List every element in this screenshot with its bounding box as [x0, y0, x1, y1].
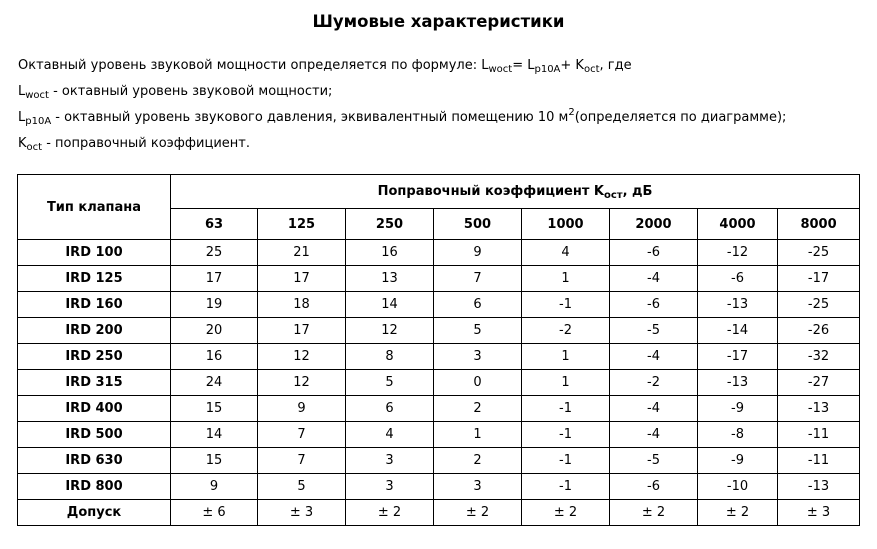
definition-text: - поправочный коэффициент. [42, 136, 250, 151]
value-cell: 6 [346, 396, 434, 422]
value-cell: -4 [610, 266, 698, 292]
symbol-subscript: p10A [25, 116, 52, 127]
value-cell: 6 [434, 292, 522, 318]
formula-subscript: oct [583, 64, 600, 75]
correction-table [17, 174, 860, 526]
value-cell: -5 [610, 318, 698, 344]
frequency-header: 8000 [778, 209, 860, 240]
valve-type-cell: IRD 800 [18, 474, 171, 500]
value-cell: 12 [258, 370, 346, 396]
frequency-header: 250 [346, 209, 434, 240]
value-cell: -13 [778, 474, 860, 500]
value-cell: -6 [698, 266, 778, 292]
value-cell: -13 [778, 396, 860, 422]
value-cell: -1 [522, 292, 610, 318]
page-title: Шумовые характеристики [312, 12, 565, 31]
valve-type-cell: IRD 250 [18, 344, 171, 370]
value-cell: -17 [698, 344, 778, 370]
valve-type-cell: IRD 100 [18, 240, 171, 266]
tolerance-cell: ± 2 [610, 500, 698, 526]
formula-subscript: p10A [534, 64, 561, 75]
valve-type-cell: IRD 500 [18, 422, 171, 448]
table-row [18, 318, 860, 344]
table-row [18, 292, 860, 318]
value-cell: -12 [698, 240, 778, 266]
value-cell: 9 [434, 240, 522, 266]
symbol: K [18, 136, 27, 151]
value-cell: 2 [434, 396, 522, 422]
col-header-correction [171, 175, 860, 209]
value-cell: -26 [778, 318, 860, 344]
value-cell: -4 [610, 344, 698, 370]
value-cell: 18 [258, 292, 346, 318]
table-row [18, 266, 860, 292]
valve-type-cell: IRD 200 [18, 318, 171, 344]
value-cell: -4 [610, 422, 698, 448]
valve-type-cell: IRD 315 [18, 370, 171, 396]
value-cell: 16 [171, 344, 258, 370]
formula-text: Октавный уровень звуковой мощности определяется по формуле: L [18, 58, 489, 73]
table-row [18, 422, 860, 448]
value-cell: 20 [171, 318, 258, 344]
value-cell: 2 [434, 448, 522, 474]
value-cell: -25 [778, 240, 860, 266]
formula-line [18, 56, 786, 82]
value-cell: -27 [778, 370, 860, 396]
value-cell: -8 [698, 422, 778, 448]
tolerance-cell: ± 3 [778, 500, 860, 526]
value-cell: -14 [698, 318, 778, 344]
value-cell: 1 [522, 344, 610, 370]
value-cell: 1 [522, 370, 610, 396]
symbol: L [18, 84, 26, 99]
value-cell: 9 [258, 396, 346, 422]
value-cell: 5 [434, 318, 522, 344]
value-cell: 5 [258, 474, 346, 500]
value-cell: 24 [171, 370, 258, 396]
value-cell: 17 [258, 266, 346, 292]
tolerance-label: Допуск [18, 500, 171, 526]
frequency-header: 2000 [610, 209, 698, 240]
value-cell: -1 [522, 474, 610, 500]
value-cell: -9 [698, 396, 778, 422]
value-cell: 12 [258, 344, 346, 370]
valve-type-cell: IRD 125 [18, 266, 171, 292]
value-cell: 4 [522, 240, 610, 266]
table-row [18, 474, 860, 500]
value-cell: -13 [698, 292, 778, 318]
value-cell: -6 [610, 240, 698, 266]
value-cell: -1 [522, 422, 610, 448]
value-cell: 14 [346, 292, 434, 318]
value-cell: 3 [346, 448, 434, 474]
value-cell: 14 [171, 422, 258, 448]
value-cell: 1 [522, 266, 610, 292]
table-row [18, 240, 860, 266]
symbol-subscript: oct [26, 142, 43, 153]
frequency-header: 63 [171, 209, 258, 240]
value-cell: 15 [171, 448, 258, 474]
tolerance-row [18, 500, 860, 526]
value-cell: 1 [434, 422, 522, 448]
valve-type-cell: IRD 630 [18, 448, 171, 474]
definition-lwoct [18, 82, 786, 108]
frequency-header: 125 [258, 209, 346, 240]
value-cell: -4 [610, 396, 698, 422]
tolerance-cell: ± 2 [346, 500, 434, 526]
frequency-header: 4000 [698, 209, 778, 240]
value-cell: 17 [171, 266, 258, 292]
value-cell: -32 [778, 344, 860, 370]
value-cell: 13 [346, 266, 434, 292]
definition-text: - октавный уровень звукового давления, эквивалентный помещению 10 м [51, 110, 569, 125]
table-body [18, 240, 860, 526]
value-cell: -11 [778, 422, 860, 448]
value-cell: 17 [258, 318, 346, 344]
value-cell: -10 [698, 474, 778, 500]
formula-text: = L [512, 58, 535, 73]
formula-subscript: woct [488, 64, 513, 75]
value-cell: 21 [258, 240, 346, 266]
frequency-header: 500 [434, 209, 522, 240]
superscript: 2 [568, 107, 575, 118]
value-cell: 3 [346, 474, 434, 500]
definition-text: (определяется по диаграмме); [574, 110, 787, 125]
formula-text: + K [560, 58, 584, 73]
header-text: , дБ [622, 184, 653, 199]
table-row [18, 448, 860, 474]
value-cell: 8 [346, 344, 434, 370]
definition-lp10a [18, 108, 786, 134]
header-text: Поправочный коэффициент K [377, 184, 604, 199]
tolerance-cell: ± 6 [171, 500, 258, 526]
value-cell: -2 [522, 318, 610, 344]
value-cell: 3 [434, 344, 522, 370]
frequency-header: 1000 [522, 209, 610, 240]
value-cell: 5 [346, 370, 434, 396]
valve-type-cell: IRD 400 [18, 396, 171, 422]
value-cell: 16 [346, 240, 434, 266]
definition-koct [18, 134, 786, 160]
value-cell: 19 [171, 292, 258, 318]
table-row [18, 370, 860, 396]
value-cell: 25 [171, 240, 258, 266]
symbol: L [18, 110, 26, 125]
definition-text: - октавный уровень звуковой мощности; [48, 84, 333, 99]
formula-text: , где [599, 58, 632, 73]
table-row [18, 344, 860, 370]
value-cell: -9 [698, 448, 778, 474]
value-cell: 0 [434, 370, 522, 396]
value-cell: -6 [610, 474, 698, 500]
table-row [18, 396, 860, 422]
value-cell: 3 [434, 474, 522, 500]
col-header-valve-type: Тип клапана [18, 175, 171, 240]
tolerance-cell: ± 3 [258, 500, 346, 526]
value-cell: 4 [346, 422, 434, 448]
header-subscript: ост [604, 190, 623, 201]
value-cell: -2 [610, 370, 698, 396]
value-cell: -1 [522, 448, 610, 474]
tolerance-cell: ± 2 [522, 500, 610, 526]
value-cell: -25 [778, 292, 860, 318]
value-cell: 7 [258, 448, 346, 474]
formula-description [18, 56, 786, 160]
value-cell: 7 [434, 266, 522, 292]
value-cell: -11 [778, 448, 860, 474]
value-cell: -1 [522, 396, 610, 422]
value-cell: -13 [698, 370, 778, 396]
value-cell: 7 [258, 422, 346, 448]
value-cell: 9 [171, 474, 258, 500]
value-cell: -6 [610, 292, 698, 318]
symbol-subscript: woct [25, 90, 49, 101]
value-cell: -17 [778, 266, 860, 292]
tolerance-cell: ± 2 [434, 500, 522, 526]
valve-type-cell: IRD 160 [18, 292, 171, 318]
value-cell: 15 [171, 396, 258, 422]
value-cell: -5 [610, 448, 698, 474]
tolerance-cell: ± 2 [698, 500, 778, 526]
value-cell: 12 [346, 318, 434, 344]
